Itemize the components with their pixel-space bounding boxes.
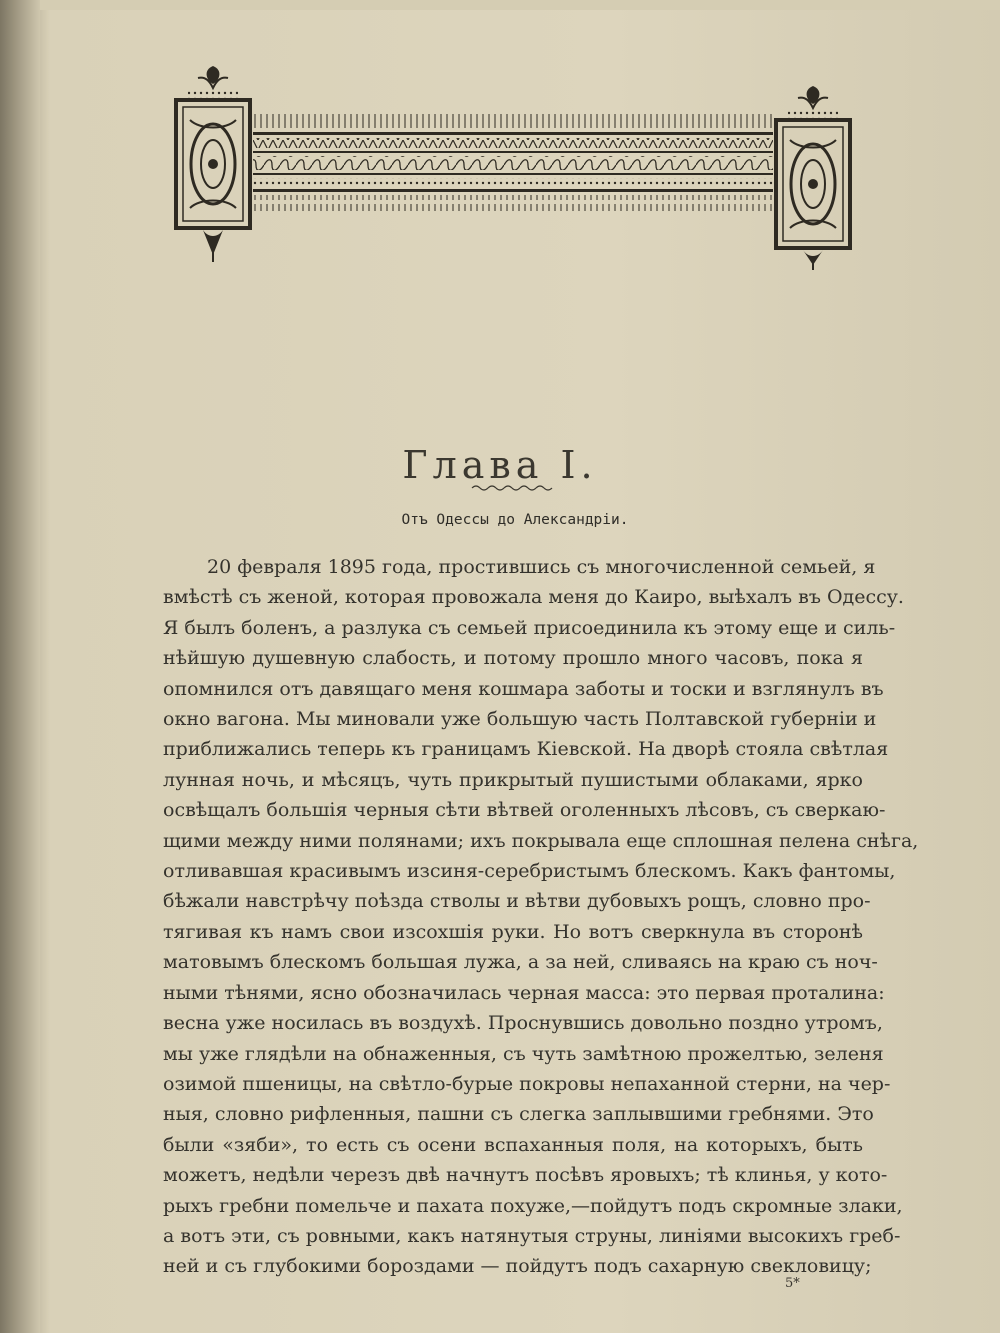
text-line: ней и съ глубокими бороздами — пойдутъ подъ сахарную свекловицу;	[163, 1255, 872, 1278]
text-line: можетъ, недѣли черезъ двѣ начнутъ посѣвъ яровыхъ; тѣ клинья, у кото-	[163, 1164, 888, 1187]
text-line: отливавшая красивымъ изсиня-серебристымъ блескомъ. Какъ фантомы,	[163, 860, 896, 883]
text-line: освѣщалъ большія черныя сѣти вѣтвей оголенныхъ лѣсовъ, съ сверкаю-	[163, 799, 886, 822]
text-line: были «зяби», то есть съ осени вспаханныя поля, на которыхъ, быть	[163, 1133, 863, 1156]
wavy-rule-icon	[470, 482, 554, 494]
book-gutter	[0, 0, 40, 1333]
text-line: а вотъ эти, съ ровными, какъ натянутыя струны, линіями высокихъ греб-	[163, 1224, 901, 1247]
chapter-title: Глава I.	[402, 443, 598, 488]
text-line: матовымъ блескомъ большая лужа, а за ней, сливаясь на краю съ ноч-	[163, 951, 878, 974]
text-line: ныя, словно рифленныя, пашни съ слегка заплывшими гребнями. Это	[163, 1103, 874, 1126]
text-line: нѣйшую душевную слабость, и потому прошло много часовъ, пока я	[163, 647, 863, 670]
chapter-body	[163, 552, 919, 1282]
text-line: лунная ночь, и мѣсяцъ, чуть прикрытый пушистыми облаками, ярко	[163, 768, 863, 791]
text-line: Я былъ боленъ, а разлука съ семьей присоединила къ этому еще и силь-	[163, 616, 896, 639]
text-line: мы уже глядѣли на обнаженныя, съ чуть замѣтною прожелтью, зеленя	[163, 1042, 884, 1065]
ornamental-headpiece-icon	[168, 60, 858, 275]
text-line: бѣжали навстрѣчу поѣзда стволы и вѣтви дубовыхъ рощъ, словно про-	[163, 890, 871, 913]
text-line: опомнился отъ давящаго меня кошмара заботы и тоски и взглянулъ въ	[163, 677, 884, 700]
text-line: рыхъ гребни помельче и пахата похуже,—пойдутъ подъ скромные злаки,	[163, 1194, 903, 1217]
text-line: 20 февраля 1895 года, простившись съ многочисленной семьей, я	[207, 556, 876, 578]
text-line: озимой пшеницы, на свѣтло-бурые покровы непаханной стерни, на чер-	[163, 1072, 891, 1095]
text-line: вмѣстѣ съ женой, которая провожала меня до Каиро, выѣхалъ въ Одессу.	[163, 586, 904, 609]
text-line: ными тѣнями, ясно обозначилась черная масса: это первая проталина:	[163, 981, 885, 1004]
text-line: приближались теперь къ границамъ Кіевской. На дворѣ стояла свѣтлая	[163, 738, 889, 761]
chapter-subtitle: Отъ Одессы до Александріи.	[401, 512, 629, 528]
text-line: тягивая къ намъ свои изсохшія руки. Но вотъ сверкнула въ сторонѣ	[163, 920, 863, 943]
signature-mark: 5*	[785, 1276, 800, 1291]
text-line: весна уже носилась въ воздухѣ. Проснувшись довольно поздно утромъ,	[163, 1012, 883, 1035]
text-line: щими между ними полянами; ихъ покрывала еще сплошная пелена снѣга,	[163, 829, 919, 852]
text-line: окно вагона. Мы миновали уже большую часть Полтавской губерніи и	[163, 708, 877, 731]
